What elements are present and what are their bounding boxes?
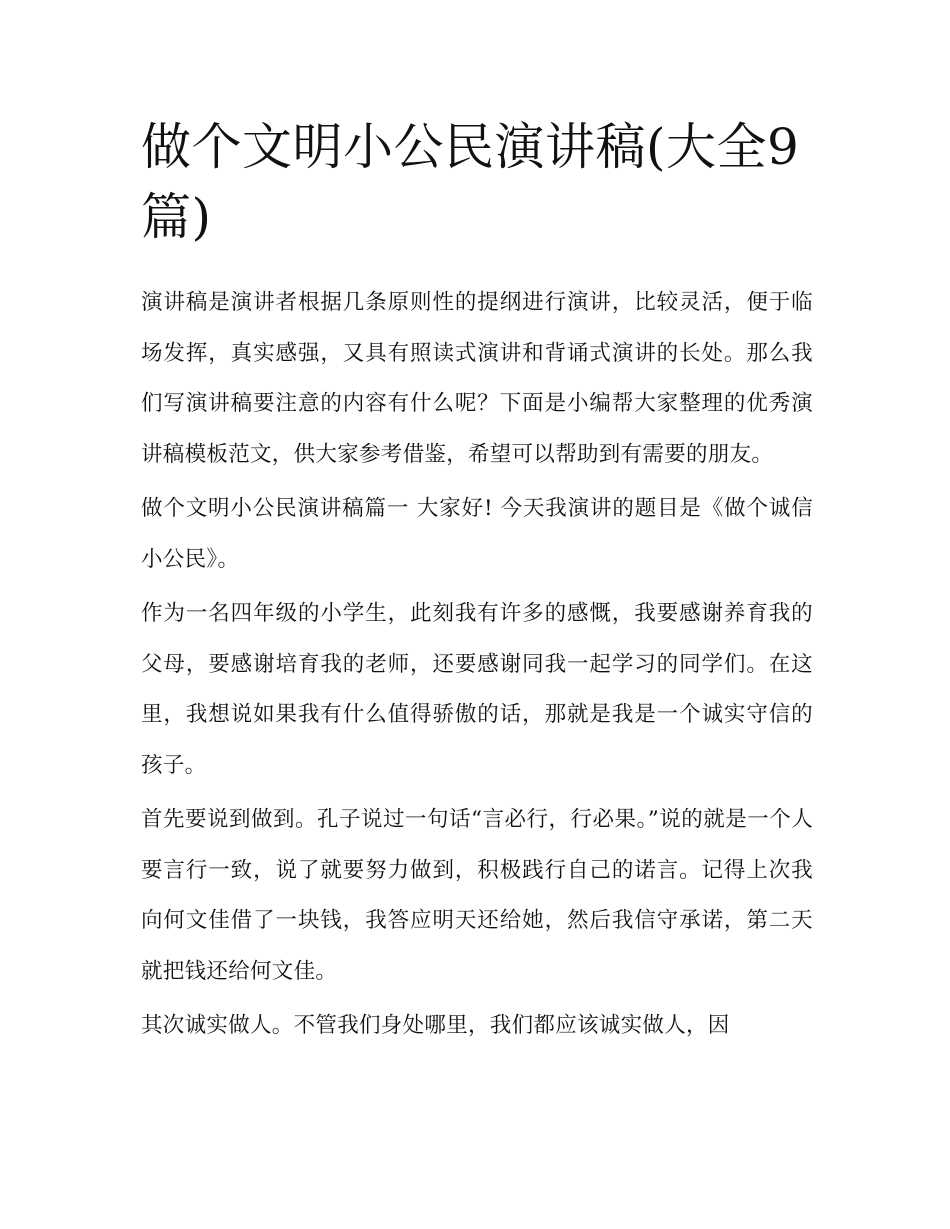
paragraph-3: 首先要说到做到。孔子说过一句话“言必行，行必果。”说的就是一个人要言行一致，说了就要努力做到，积极践行自己的诺言。记得上次我向何文佳借了一块钱，我答应明天还给她，然后我信守承诺，第二天就把钱还给何文佳。: [141, 807, 813, 984]
document-title: 做个文明小公民演讲稿(大全9篇): [141, 118, 800, 246]
paragraph-intro: 演讲稿是演讲者根据几条原则性的提纲进行演讲，比较灵活，便于临场发挥，真实感强，又具有照读式演讲和背诵式演讲的长处。那么我们写演讲稿要注意的内容有什么呢？下面是小编帮大家整理的优秀演讲稿模板范文，供大家参考借鉴，希望可以帮助到有需要的朋友。: [141, 290, 813, 467]
document-body: [141, 112, 813, 1056]
paragraph-4: 其次诚实做人。不管我们身处哪里，我们都应该诚实做人，因: [141, 1013, 730, 1038]
paragraph-2: 作为一名四年级的小学生，此刻我有许多的感慨，我要感谢养育我的父母，要感谢培育我的老师，还要感谢同我一起学习的同学们。在这里，我想说如果我有什么值得骄傲的话，那就是我是一个诚实守信的孩子。: [141, 601, 813, 778]
paragraph-1: 做个文明小公民演讲稿篇一 大家好! 今天我演讲的题目是《做个诚信小公民》。: [141, 496, 813, 572]
